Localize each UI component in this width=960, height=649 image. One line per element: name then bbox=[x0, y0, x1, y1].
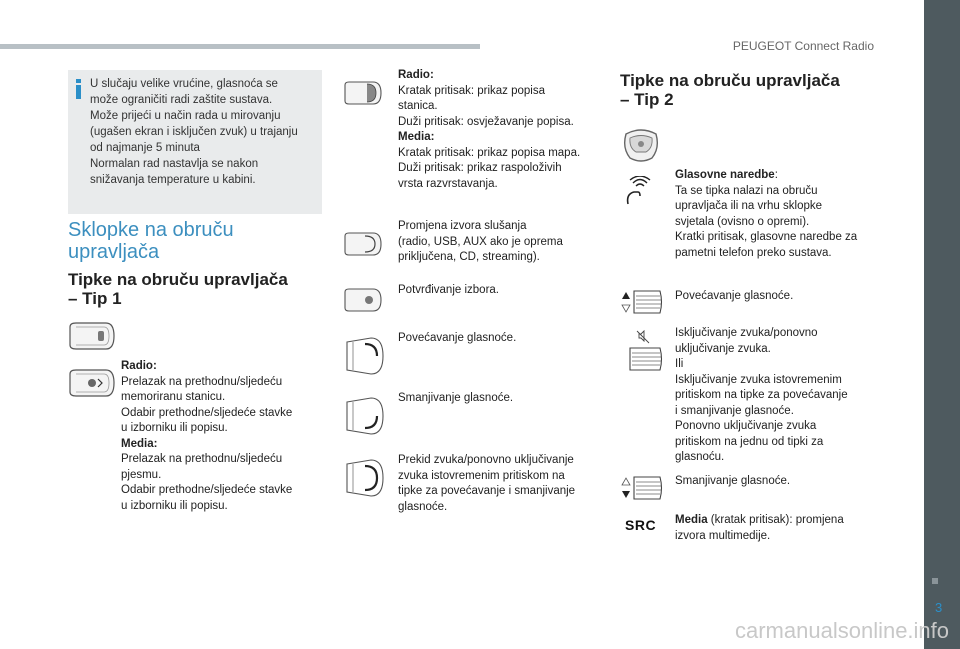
note-line: U slučaju velike vrućine, glasnoća se bbox=[90, 78, 278, 90]
text-line: uključivanje zvuka. bbox=[675, 342, 771, 355]
voice-command-icon bbox=[622, 176, 658, 208]
heading-line: Tipke na obruču upravljača bbox=[620, 71, 840, 90]
section-title-line: upravljača bbox=[68, 241, 160, 263]
stalk-end-icon bbox=[343, 80, 383, 106]
tip1-heading bbox=[68, 270, 288, 308]
text-line: upravljača ili na vrhu sklopke bbox=[675, 200, 823, 212]
heading-line: – Tip 1 bbox=[68, 289, 122, 308]
steering-wheel-icon bbox=[620, 124, 662, 164]
heading-line: Tipke na obruču upravljača bbox=[68, 270, 288, 289]
note-line: od najmanje 5 minuta bbox=[90, 142, 200, 154]
page-number: 3 bbox=[935, 600, 943, 615]
tip1-radio-media-description bbox=[121, 359, 292, 514]
text-line: (radio, USB, AUX ako je oprema bbox=[398, 235, 563, 248]
mute-description bbox=[398, 453, 575, 515]
text-line: pjesmu. bbox=[121, 468, 162, 481]
text-line: i smanjivanje glasnoće. bbox=[675, 404, 794, 417]
voice-label: Glasovne naredbe bbox=[675, 169, 775, 181]
text-line: Prelazak na prethodnu/sljedeću bbox=[121, 375, 283, 388]
tip2-heading bbox=[620, 71, 840, 109]
note-line: snižavanja temperature u kabini. bbox=[90, 174, 256, 186]
text-line: Kratki pritisak, glasovne naredbe za bbox=[675, 231, 858, 243]
radio-label: Radio: bbox=[398, 69, 434, 81]
text-line: izvora multimedije. bbox=[675, 529, 771, 542]
text-line: pametni telefon preko sustava. bbox=[675, 246, 832, 259]
media-label: Media bbox=[675, 514, 708, 526]
info-note bbox=[68, 70, 322, 214]
label-suffix: : bbox=[774, 169, 778, 181]
volume-up-description: Povećavanje glasnoće. bbox=[398, 332, 517, 344]
text-line: memoriranu stanicu. bbox=[121, 391, 226, 403]
text-line: Isključivanje zvuka istovremenim bbox=[675, 373, 842, 386]
text-line: vrsta razvrstavanja. bbox=[398, 177, 498, 190]
voice-command-description bbox=[675, 168, 857, 261]
src-icon: SRC bbox=[625, 517, 657, 533]
source-change-description bbox=[398, 219, 563, 266]
section-title bbox=[68, 219, 328, 263]
header-title: PEUGEOT Connect Radio bbox=[732, 39, 874, 53]
volume-up-stalk-icon bbox=[343, 336, 387, 376]
mute-stalk-icon bbox=[343, 458, 387, 498]
text-line: Odabir prethodne/sljedeće stavke bbox=[121, 406, 293, 419]
volume-down-stalk-icon bbox=[343, 396, 387, 436]
note-line: Normalan rad nastavlja se nakon bbox=[90, 158, 259, 170]
text-line: Ponovno uključivanje zvuka bbox=[675, 420, 817, 432]
text-line: pritiskom na jednu od tipki za bbox=[675, 435, 824, 448]
radio-label: Radio: bbox=[121, 360, 157, 372]
stalk-end-icon bbox=[68, 368, 116, 398]
text-line: Kratak pritisak: prikaz popisa mapa. bbox=[398, 146, 581, 159]
text-line: Ta se tipka nalazi na obruču bbox=[675, 184, 818, 197]
stalk-end-icon bbox=[343, 287, 383, 313]
page-edge-tab bbox=[924, 0, 960, 649]
text-line: (kratak pritisak): promjena bbox=[707, 514, 844, 526]
text-line: stanica. bbox=[398, 100, 438, 112]
section-title-line: Sklopke na obruču bbox=[68, 219, 234, 241]
text-line: Prelazak na prethodnu/sljedeću bbox=[121, 453, 283, 465]
media-label: Media: bbox=[121, 437, 158, 450]
text-line: Ili bbox=[675, 358, 684, 370]
stalk-icon bbox=[68, 321, 116, 351]
text-line: svjetala (ovisno o opremi). bbox=[675, 215, 810, 228]
text-line: Kratak pritisak: prikaz popisa bbox=[398, 84, 546, 97]
note-line: (ugašen ekran i isključen zvuk) u trajanju bbox=[90, 126, 298, 138]
text-line: Promjena izvora slušanja bbox=[398, 220, 527, 232]
text-line: Isključivanje zvuka/ponovno bbox=[675, 327, 818, 339]
text-line: pritiskom na tipke za povećavanje bbox=[675, 389, 848, 401]
media-label: Media: bbox=[398, 131, 435, 143]
watermark: carmanualsonline.info bbox=[735, 618, 950, 643]
volume-down-wheel-icon bbox=[620, 475, 664, 501]
note-line: Može prijeći u način rada u mirovanju bbox=[90, 110, 281, 122]
text-line: Odabir prethodne/sljedeće stavke bbox=[121, 484, 293, 496]
text-line: glasnoće. bbox=[398, 500, 448, 513]
text-line: tipke za povećavanje i smanjivanje bbox=[398, 485, 576, 497]
header-rule bbox=[0, 44, 480, 49]
confirm-description: Potvrđivanje izbora. bbox=[398, 284, 499, 296]
text-line: Duži pritisak: osvježavanje popisa. bbox=[398, 115, 574, 128]
mute-description bbox=[675, 326, 848, 466]
heading-line: – Tip 2 bbox=[620, 90, 674, 109]
text-line: glasnoću. bbox=[675, 451, 725, 463]
text-line: u izborniku ili popisu. bbox=[121, 499, 228, 512]
volume-up-description: Povećavanje glasnoće. bbox=[675, 290, 794, 302]
col2-radio-media-description bbox=[398, 68, 580, 192]
volume-down-description: Smanjivanje glasnoće. bbox=[675, 475, 791, 487]
continue-marker bbox=[932, 578, 938, 584]
volume-up-wheel-icon bbox=[620, 289, 664, 315]
text-line: Prekid zvuka/ponovno uključivanje bbox=[398, 454, 574, 466]
mute-wheel-icon bbox=[620, 328, 664, 372]
text-line: Duži pritisak: prikaz raspoloživih bbox=[398, 162, 562, 174]
volume-down-description: Smanjivanje glasnoće. bbox=[398, 392, 514, 404]
media-source-description bbox=[675, 513, 844, 544]
text-line: priključena, CD, streaming). bbox=[398, 251, 540, 263]
info-icon bbox=[76, 79, 81, 99]
note-line: može ograničiti radi zaštite sustava. bbox=[90, 94, 273, 106]
stalk-end-icon bbox=[343, 231, 383, 257]
text-line: u izborniku ili popisu. bbox=[121, 422, 228, 434]
text-line: zvuka istovremenim pritiskom na bbox=[398, 469, 565, 482]
